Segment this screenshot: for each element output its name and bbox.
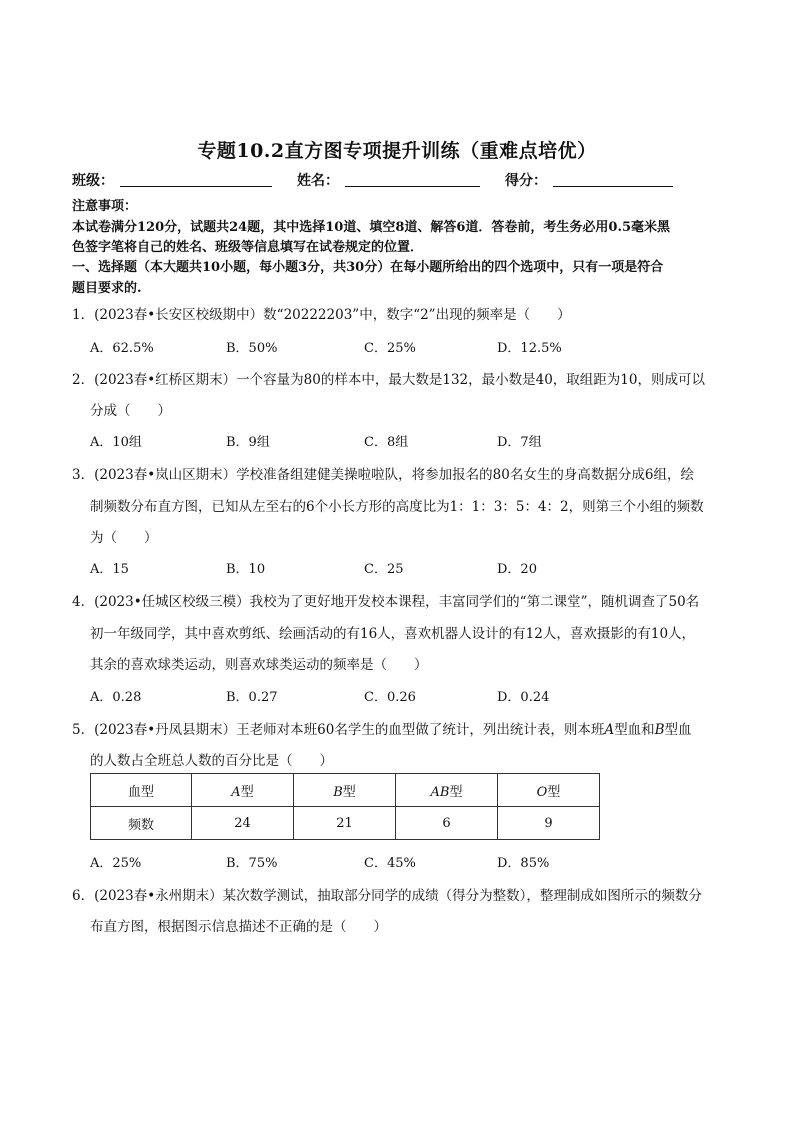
table-cell: 9 — [498, 807, 600, 840]
score-field[interactable] — [553, 186, 673, 187]
q1-option-a[interactable]: A．62.5% — [90, 341, 154, 356]
question-4-text: 初一年级同学，其中喜欢剪纸、绘画活动的有16人，喜欢机器人设计的有12人，喜欢摄影的有10人， — [90, 626, 696, 642]
blood-type-table — [90, 773, 600, 840]
table-cell: 24 — [192, 807, 294, 840]
q2-option-b[interactable]: B．9组 — [226, 435, 270, 450]
table-cell: A型 — [192, 774, 294, 807]
q2-option-d[interactable]: D．7组 — [497, 435, 542, 450]
q2-option-a[interactable]: A．10组 — [90, 435, 142, 450]
table-row — [91, 807, 600, 840]
q1-option-c[interactable]: C．25% — [364, 341, 416, 356]
notes-line: 本试卷满分120分，试题共24题，其中选择10道、填空8道、解答6道．答卷前，考生务必用0.5毫米黑 — [72, 220, 671, 235]
q2-option-c[interactable]: C．8组 — [364, 435, 409, 450]
q5-option-d[interactable]: D．85% — [497, 856, 550, 871]
class-label: 班级： — [72, 173, 114, 189]
table-cell: AB型 — [396, 774, 498, 807]
q4-option-d[interactable]: D．0.24 — [497, 690, 550, 705]
question-6-text: 布直方图，根据图示信息描述不正确的是（ ） — [90, 919, 387, 935]
q3-option-a[interactable]: A．15 — [90, 562, 129, 577]
q1-option-b[interactable]: B．50% — [226, 341, 278, 356]
table-cell: 21 — [294, 807, 396, 840]
notes-heading: 注意事项： — [72, 199, 138, 214]
q4-option-b[interactable]: B．0.27 — [226, 690, 278, 705]
table-row — [91, 774, 600, 807]
question-3-text: 制频数分布直方图，已知从左至右的6个小长方形的高度比为1：1：3：5：4：2，则第三个小组的频数 — [90, 499, 704, 515]
question-3-text: 为（ ） — [90, 530, 158, 546]
q3-option-c[interactable]: C．25 — [364, 562, 404, 577]
q5-option-b[interactable]: B．75% — [226, 856, 278, 871]
name-label: 姓名： — [297, 173, 339, 189]
question-2-text: 分成（ ） — [90, 403, 171, 419]
q4-option-c[interactable]: C．0.26 — [364, 690, 416, 705]
table-cell: 血型 — [91, 774, 192, 807]
notes-line: 色签字笔将自己的姓名、班级等信息填写在试卷规定的位置． — [72, 240, 424, 255]
table-cell: 频数 — [91, 807, 192, 840]
q1-option-d[interactable]: D．12.5% — [497, 341, 562, 356]
score-label: 得分： — [505, 173, 547, 189]
q5-option-c[interactable]: C．45% — [364, 856, 416, 871]
section-heading: 题目要求的. — [72, 281, 142, 296]
question-2-text: 2．(2023春•红桥区期末）一个容量为80的样本中，最大数是132，最小数是40，取组距为10，则成可以 — [72, 372, 705, 388]
question-3-text: 3．(2023春•岚山区期末）学校准备组建健美操啦啦队，将参加报名的80名女生的身高数据分成6组，绘 — [72, 467, 694, 483]
table-cell: 6 — [396, 807, 498, 840]
question-4-text: 4．(2023•任城区校级三模）我校为了更好地开发校本课程，丰富同学们的“第二课堂”，随机调查了50名 — [72, 594, 700, 610]
q3-option-d[interactable]: D．20 — [497, 562, 537, 577]
question-6-text: 6．(2023春•永州期末）某次数学测试，抽取部分同学的成绩（得分为整数），整理制成如图所示的频数分 — [72, 888, 702, 904]
question-4-text: 其余的喜欢球类运动，则喜欢球类运动的频率是（ ） — [90, 657, 428, 673]
table-cell: O型 — [498, 774, 600, 807]
question-5-text: 的人数占全班总人数的百分比是（ ） — [90, 753, 333, 769]
q5-option-a[interactable]: A．25% — [90, 856, 142, 871]
table-cell: B型 — [294, 774, 396, 807]
page-title: 专题10.2直方图专项提升训练（重难点培优） — [197, 140, 597, 162]
question-5-text: 5．(2023春•丹凤县期末）王老师对本班60名学生的血型做了统计，列出统计表，则本班A型血和B型血 — [72, 722, 692, 738]
name-field[interactable] — [345, 186, 480, 187]
class-field[interactable] — [120, 186, 272, 187]
section-heading: 一、选择题（本大题共10小题，每小题3分，共30分）在每小题所给出的四个选项中，只有一项是符合 — [72, 260, 664, 275]
q3-option-b[interactable]: B．10 — [226, 562, 266, 577]
question-1-text: 1．(2023春•长安区校级期中）数“20222203”中，数字“2”出现的频率是（ ） — [72, 307, 571, 323]
q4-option-a[interactable]: A．0.28 — [90, 690, 142, 705]
